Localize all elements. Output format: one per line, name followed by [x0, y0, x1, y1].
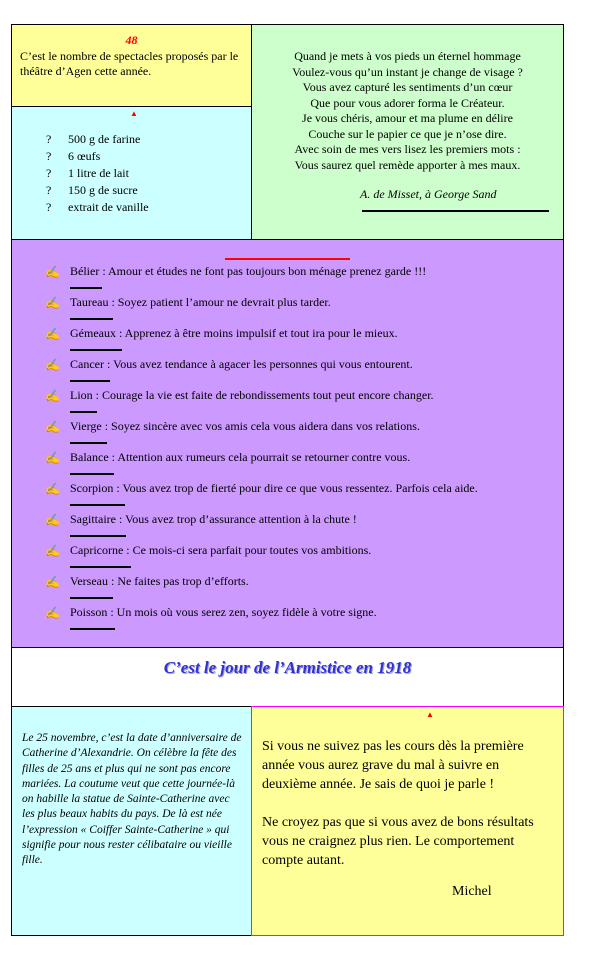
poem-line: Voulez-vous qu’un instant je change de visage ?	[292, 64, 523, 79]
recipe-bullet: ?	[46, 149, 52, 163]
sign-underline	[70, 597, 113, 599]
recipe-bullet: ?	[46, 166, 52, 180]
sign-underline	[70, 349, 122, 351]
sign-underline	[70, 411, 97, 413]
pen-icon: ✍	[45, 389, 60, 403]
recipe-list	[46, 131, 149, 216]
recipe-bullet: ?	[46, 183, 52, 197]
catherine-text: Le 25 novembre, c’est la date d’anniversaire de Catherine d’Alexandrie. On célèbre la fête des filles de 25 ans et plus qui ne sont pas encore mariées. La coutume veut que cette journée-là on habille la statue de Sainte-Catherine avec les plus beaux habits du pays. De là est née l’expression « Coiffer Sainte-Catherine » qui signifie pour nous rester célibataire ou vieille fille.	[22, 732, 242, 867]
horoscope-text: Capricorne : Ce mois-ci sera parfait pour toutes vos ambitions.	[70, 543, 372, 557]
pen-icon: ✍	[45, 420, 60, 434]
pen-icon: ✍	[45, 575, 60, 589]
horoscope-list	[12, 264, 563, 636]
sign-underline	[70, 504, 125, 506]
recipe-item-text: 1 litre de lait	[68, 166, 129, 180]
sign-underline	[70, 535, 126, 537]
catherine-box	[11, 706, 252, 936]
horoscope-text: Taureau : Soyez patient l’amour ne devrait plus tarder.	[70, 295, 331, 309]
recipe-item	[46, 199, 149, 216]
armistice-title: C’est le jour de l’Armistice en 1918	[163, 658, 412, 677]
pen-icon: ✍	[45, 327, 60, 341]
recipe-item	[46, 148, 149, 165]
sign-underline	[70, 318, 113, 320]
horoscope-item	[12, 264, 563, 295]
poem-author: A. de Misset, à George Sand	[360, 187, 497, 201]
recipe-item	[46, 131, 149, 148]
pen-icon: ✍	[45, 265, 60, 279]
horoscope-item	[12, 326, 563, 357]
poem-line: Je vous chéris, amour et ma plume en délire	[302, 111, 513, 125]
recipe-bullet: ?	[46, 132, 52, 146]
sign-underline	[70, 442, 107, 444]
armistice-box	[11, 647, 564, 707]
horoscope-item	[12, 574, 563, 605]
horoscope-text: Lion : Courage la vie est faite de rebondissements tout peut encore changer.	[70, 388, 434, 402]
red-marker: ▲	[130, 109, 138, 118]
horoscope-item	[12, 481, 563, 512]
pen-icon: ✍	[45, 358, 60, 372]
horoscope-title-rule	[225, 258, 350, 260]
theatre-number: 48	[125, 33, 138, 47]
pen-icon: ✍	[45, 606, 60, 620]
horoscope-text: Verseau : Ne faites pas trop d’efforts.	[70, 574, 249, 588]
sign-underline	[70, 287, 102, 289]
horoscope-item	[12, 419, 563, 450]
poem-line: Couche sur le papier ce que je n’ose dire.	[308, 126, 507, 141]
theatre-box	[11, 24, 252, 107]
horoscope-text: Scorpion : Vous avez trop de fierté pour dire ce que vous ressentez. Parfois cela aide.	[70, 481, 478, 495]
sign-underline	[70, 473, 114, 475]
recipe-bullet: ?	[46, 200, 52, 214]
recipe-item	[46, 165, 149, 182]
horoscope-text: Balance : Attention aux rumeurs cela pourrait se retourner contre vous.	[70, 450, 411, 464]
theatre-text: C’est le nombre de spectacles proposés par le théâtre d’Agen cette année.	[20, 49, 239, 78]
recipe-item-text: 150 g de sucre	[68, 183, 138, 197]
poem-box	[251, 24, 564, 240]
pen-icon: ✍	[45, 482, 60, 496]
sign-underline	[70, 566, 131, 568]
sign-underline	[70, 628, 115, 630]
pen-icon: ✍	[45, 296, 60, 310]
recipe-item-text: extrait de vanille	[68, 200, 149, 214]
pen-icon: ✍	[45, 513, 60, 527]
red-marker: ▲	[426, 710, 434, 719]
horoscope-item	[12, 388, 563, 419]
poem-line: Vous saurez quel remède apporter à mes maux.	[294, 157, 521, 172]
horoscope-item	[12, 295, 563, 326]
horoscope-item	[12, 357, 563, 388]
recipe-item-text: 500 g de farine	[68, 132, 141, 146]
recipe-box	[11, 106, 252, 240]
sign-underline	[70, 380, 110, 382]
poem-signature-rule	[362, 210, 549, 212]
pen-icon: ✍	[45, 451, 60, 465]
poem-line: Quand je mets à vos pieds un éternel hommage	[294, 49, 521, 63]
horoscope-text: Bélier : Amour et études ne font pas toujours bon ménage prenez garde !!!	[70, 264, 427, 278]
michel-text	[262, 737, 552, 889]
horoscope-text: Poisson : Un mois où vous serez zen, soyez fidèle à votre signe.	[70, 605, 377, 619]
horoscope-item	[12, 450, 563, 481]
michel-paragraph: Ne croyez pas que si vous avez de bons résultats vous ne craignez plus rien. Le comportement compte autant.	[262, 815, 534, 868]
horoscope-text: Cancer : Vous avez tendance à agacer les personnes qui vous entourent.	[70, 357, 413, 371]
horoscope-box	[11, 239, 564, 648]
horoscope-item	[12, 605, 563, 636]
horoscope-item	[12, 543, 563, 574]
poem-line: Vous avez capturé les sentiments d’un cœur	[302, 80, 513, 94]
pen-icon: ✍	[45, 544, 60, 558]
horoscope-text: Sagittaire : Vous avez trop d’assurance attention à la chute !	[70, 512, 357, 526]
recipe-item	[46, 182, 149, 199]
horoscope-text: Gémeaux : Apprenez à être moins impulsif et tout ira pour le mieux.	[70, 326, 398, 340]
michel-box	[251, 706, 564, 936]
poem-line: Que pour vous adorer forma le Créateur.	[310, 95, 505, 110]
poem-line: Avec soin de mes vers lisez les premiers mots :	[294, 142, 521, 156]
horoscope-text: Vierge : Soyez sincère avec vos amis cela vous aidera dans vos relations.	[70, 419, 420, 433]
michel-signature: Michel	[452, 884, 492, 899]
recipe-item-text: 6 œufs	[68, 149, 101, 163]
horoscope-item	[12, 512, 563, 543]
poem-text	[252, 49, 563, 173]
michel-paragraph: Si vous ne suivez pas les cours dès la première année vous aurez grave du mal à suivre en deuxième année. Je sais de quoi je parle !	[262, 739, 524, 792]
